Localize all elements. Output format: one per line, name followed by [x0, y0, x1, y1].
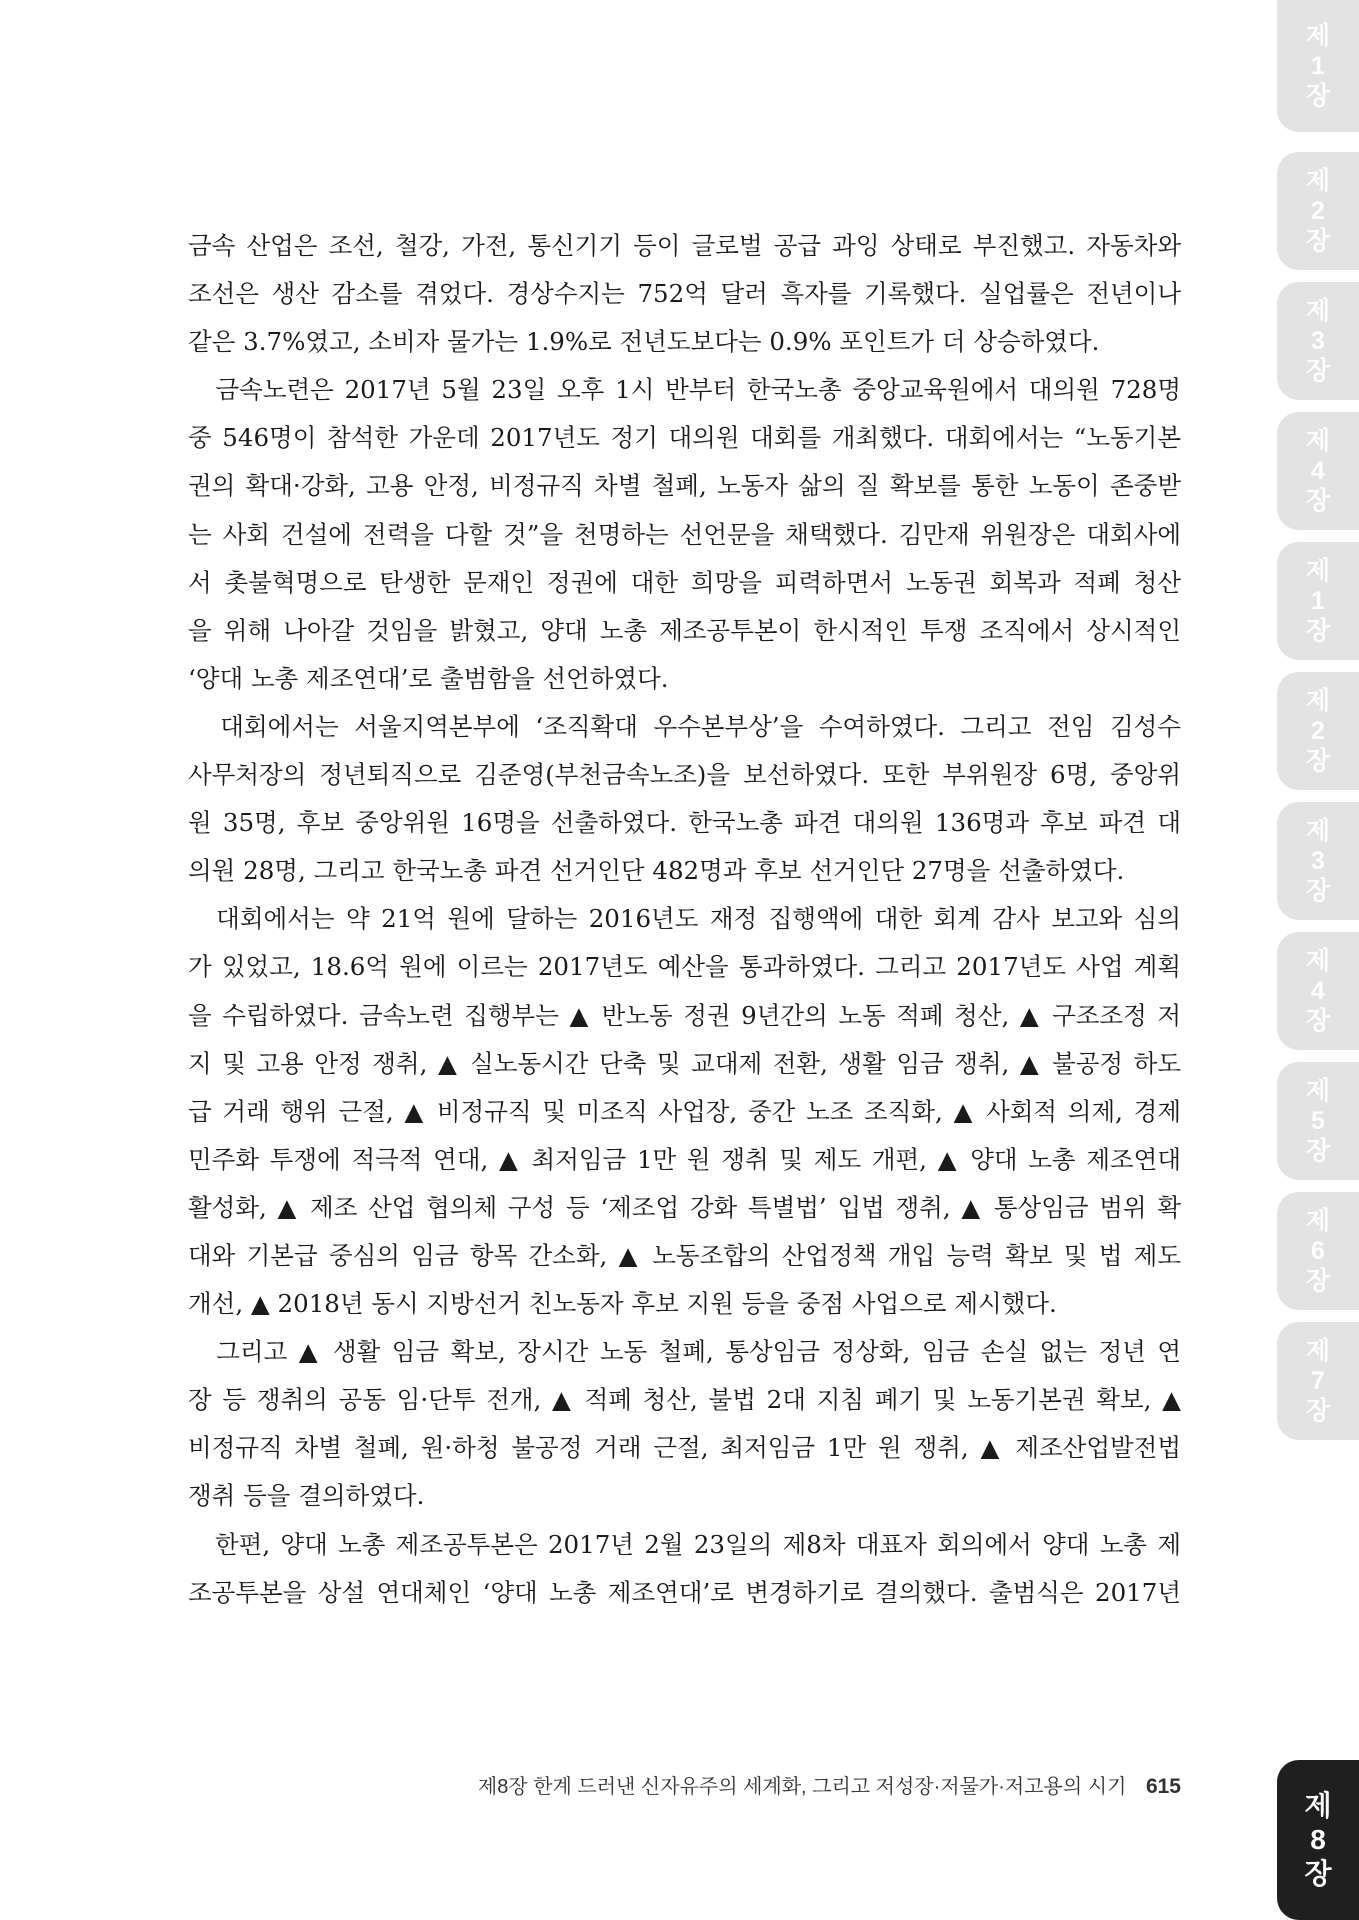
- chapter-tab-4[interactable]: [1277, 412, 1359, 530]
- text-line: 한편, 양대 노총 제조공투본은 2017년 2월 23일의 제8차 대표자 회의에서 양대 노총 제: [188, 1529, 1181, 1559]
- text-line: 원 35명, 후보 중앙위원 16명을 선출하였다. 한국노총 파견 대의원 136명과 후보 파견 대: [188, 808, 1181, 838]
- chapter-tab-num: 4: [1311, 977, 1325, 1005]
- chapter-tab-6[interactable]: [1277, 1192, 1359, 1310]
- chapter-tab-word: 제: [1305, 427, 1331, 455]
- text-line: 장 등 쟁취의 공동 임·단투 전개, ▲ 적폐 청산, 불법 2대 지침 폐기 및 노동기본권 확보, ▲: [188, 1385, 1181, 1415]
- text-line: 권의 확대·강화, 고용 안정, 비정규직 차별 철폐, 노동자 삶의 질 확보를 통한 노동이 존중받: [188, 471, 1181, 501]
- chapter-tab-suffix: 장: [1305, 487, 1331, 515]
- text-line: 민주화 투쟁에 적극적 연대, ▲ 최저임금 1만 원 쟁취 및 제도 개편, ▲ 양대 노총 제조연대: [188, 1144, 1181, 1174]
- text-line: 대와 기본급 중심의 임금 항목 간소화, ▲ 노동조합의 산업정책 개입 능력 확보 및 법 제도: [188, 1240, 1181, 1270]
- text-line: 활성화, ▲ 제조 산업 협의체 구성 등 ‘제조업 강화 특별법’ 입법 쟁취, ▲ 통상임금 범위 확: [188, 1192, 1181, 1222]
- text-line: 대회에서는 약 21억 원에 달하는 2016년도 재정 집행액에 대한 회계 감사 보고와 심의: [188, 904, 1181, 934]
- chapter-tab-2[interactable]: [1277, 672, 1359, 790]
- chapter-tab-num: 3: [1311, 327, 1325, 355]
- text-line: 같은 3.7%였고, 소비자 물가는 1.9%로 전년도보다는 0.9% 포인트가 더 상승하였다.: [188, 327, 1100, 357]
- chapter-tab-suffix: 장: [1305, 877, 1331, 905]
- chapter-tab-suffix: 장: [1305, 357, 1331, 385]
- text-line: 금속노련은 2017년 5월 23일 오후 1시 반부터 한국노총 중앙교육원에서 대의원 728명: [188, 375, 1181, 405]
- text-line: 지 및 고용 안정 쟁취, ▲ 실노동시간 단축 및 교대제 전환, 생활 임금 쟁취, ▲ 불공정 하도: [188, 1048, 1181, 1078]
- chapter-tab-suffix: 장: [1305, 82, 1331, 110]
- chapter-tab-num: 7: [1311, 1367, 1325, 1395]
- chapter-tab-suffix: 장: [1305, 747, 1331, 775]
- chapter-tab-2[interactable]: [1277, 152, 1359, 270]
- text-line: 의원 28명, 그리고 한국노총 파견 선거인단 482명과 후보 선거인단 27명을 선출하였다.: [188, 856, 1125, 886]
- text-line: 개선, ▲ 2018년 동시 지방선거 친노동자 후보 지원 등을 중점 사업으로 제시했다.: [188, 1289, 1057, 1319]
- chapter-tab-suffix: 장: [1304, 1858, 1332, 1889]
- page-footer: [400, 1770, 1181, 1802]
- text-line: 사무처장의 정년퇴직으로 김준영(부천금속노조)을 보선하였다. 또한 부위원장 6명, 중앙위: [188, 760, 1181, 790]
- chapter-tab-suffix: 장: [1305, 1397, 1331, 1425]
- chapter-tab-word: 제: [1305, 167, 1331, 195]
- chapter-tab-7[interactable]: [1277, 1322, 1359, 1440]
- chapter-tab-num: 2: [1311, 717, 1325, 745]
- text-line: 서 촛불혁명으로 탄생한 문재인 정권에 대한 희망을 피력하면서 노동권 회복과 적폐 청산: [188, 567, 1181, 597]
- chapter-tab-1[interactable]: [1277, 0, 1359, 132]
- text-line: 을 위해 나아갈 것임을 밝혔고, 양대 노총 제조공투본이 한시적인 투쟁 조직에서 상시적인: [188, 615, 1181, 645]
- text-line: 조공투본을 상설 연대체인 ‘양대 노총 제조연대’로 변경하기로 결의했다. 출범식은 2017년: [188, 1577, 1181, 1607]
- chapter-tab-5[interactable]: [1277, 1062, 1359, 1180]
- chapter-tab-1[interactable]: [1277, 542, 1359, 660]
- text-line: 중 546명이 참석한 가운데 2017년도 정기 대의원 대회를 개최했다. 대회에서는 “노동기본: [188, 423, 1181, 453]
- chapter-tabs: [1277, 0, 1359, 1920]
- chapter-tab-word: 제: [1305, 297, 1331, 325]
- chapter-tab-suffix: 장: [1305, 1267, 1331, 1295]
- chapter-tab-word: 제: [1305, 1207, 1331, 1235]
- chapter-tab-suffix: 장: [1305, 1007, 1331, 1035]
- chapter-tab-word: 제: [1305, 817, 1331, 845]
- chapter-tab-num: 8: [1310, 1824, 1326, 1855]
- chapter-tab-word: 제: [1305, 557, 1331, 585]
- page-number: 615: [1145, 1775, 1181, 1798]
- chapter-tab-num: 1: [1311, 587, 1325, 615]
- body-text: [188, 222, 1181, 1617]
- chapter-tab-suffix: 장: [1305, 227, 1331, 255]
- text-line: 는 사회 건설에 전력을 다할 것”을 천명하는 선언문을 채택했다. 김만재 위원장은 대회사에: [188, 519, 1181, 549]
- chapter-tab-num: 1: [1311, 52, 1325, 80]
- chapter-tab-num: 3: [1311, 847, 1325, 875]
- text-line: 조선은 생산 감소를 겪었다. 경상수지는 752억 달러 흑자를 기록했다. 실업률은 전년이나: [188, 279, 1181, 309]
- text-line: ‘양대 노총 제조연대’로 출범함을 선언하였다.: [188, 663, 669, 693]
- text-line: 대회에서는 서울지역본부에 ‘조직확대 우수본부상’을 수여하였다. 그리고 전임 김성수: [188, 711, 1181, 741]
- chapter-tab-suffix: 장: [1305, 1137, 1331, 1165]
- chapter-tab-num: 4: [1311, 457, 1325, 485]
- chapter-tab-3[interactable]: [1277, 282, 1359, 400]
- text-line: 가 있었고, 18.6억 원에 이르는 2017년도 예산을 통과하였다. 그리고 2017년도 사업 계획: [188, 952, 1181, 982]
- chapter-tab-8[interactable]: [1277, 1760, 1359, 1920]
- chapter-tab-suffix: 장: [1305, 617, 1331, 645]
- chapter-tab-num: 2: [1311, 197, 1325, 225]
- text-line: 금속 산업은 조선, 철강, 가전, 통신기기 등이 글로벌 공급 과잉 상태로 부진했고. 자동차와: [188, 231, 1181, 260]
- chapter-tab-word: 제: [1305, 687, 1331, 715]
- text-line: 급 거래 행위 근절, ▲ 비정규직 및 미조직 사업장, 중간 노조 조직화, ▲ 사회적 의제, 경제: [188, 1096, 1181, 1126]
- chapter-tab-word: 제: [1305, 22, 1331, 50]
- running-title: 제8장 한계 드러낸 신자유주의 세계화, 그리고 저성장·저물가·저고용의 시기: [477, 1776, 1127, 1798]
- chapter-tab-3[interactable]: [1277, 802, 1359, 920]
- chapter-tab-word: 제: [1305, 1077, 1331, 1105]
- chapter-tab-word: 제: [1305, 1337, 1331, 1365]
- text-line: 쟁취 등을 결의하였다.: [188, 1481, 425, 1511]
- chapter-tab-word: 제: [1304, 1790, 1332, 1821]
- text-line: 을 수립하였다. 금속노련 집행부는 ▲ 반노동 정권 9년간의 노동 적폐 청산, ▲ 구조조정 저: [188, 1000, 1181, 1030]
- text-line: 비정규직 차별 철폐, 원·하청 불공정 거래 근절, 최저임금 1만 원 쟁취, ▲ 제조산업발전법: [188, 1433, 1181, 1463]
- chapter-tab-word: 제: [1305, 947, 1331, 975]
- chapter-tab-num: 6: [1311, 1237, 1325, 1265]
- text-line: 그리고 ▲ 생활 임금 확보, 장시간 노동 철폐, 통상임금 정상화, 임금 손실 없는 정년 연: [188, 1337, 1181, 1367]
- chapter-tab-4[interactable]: [1277, 932, 1359, 1050]
- chapter-tab-num: 5: [1311, 1107, 1325, 1135]
